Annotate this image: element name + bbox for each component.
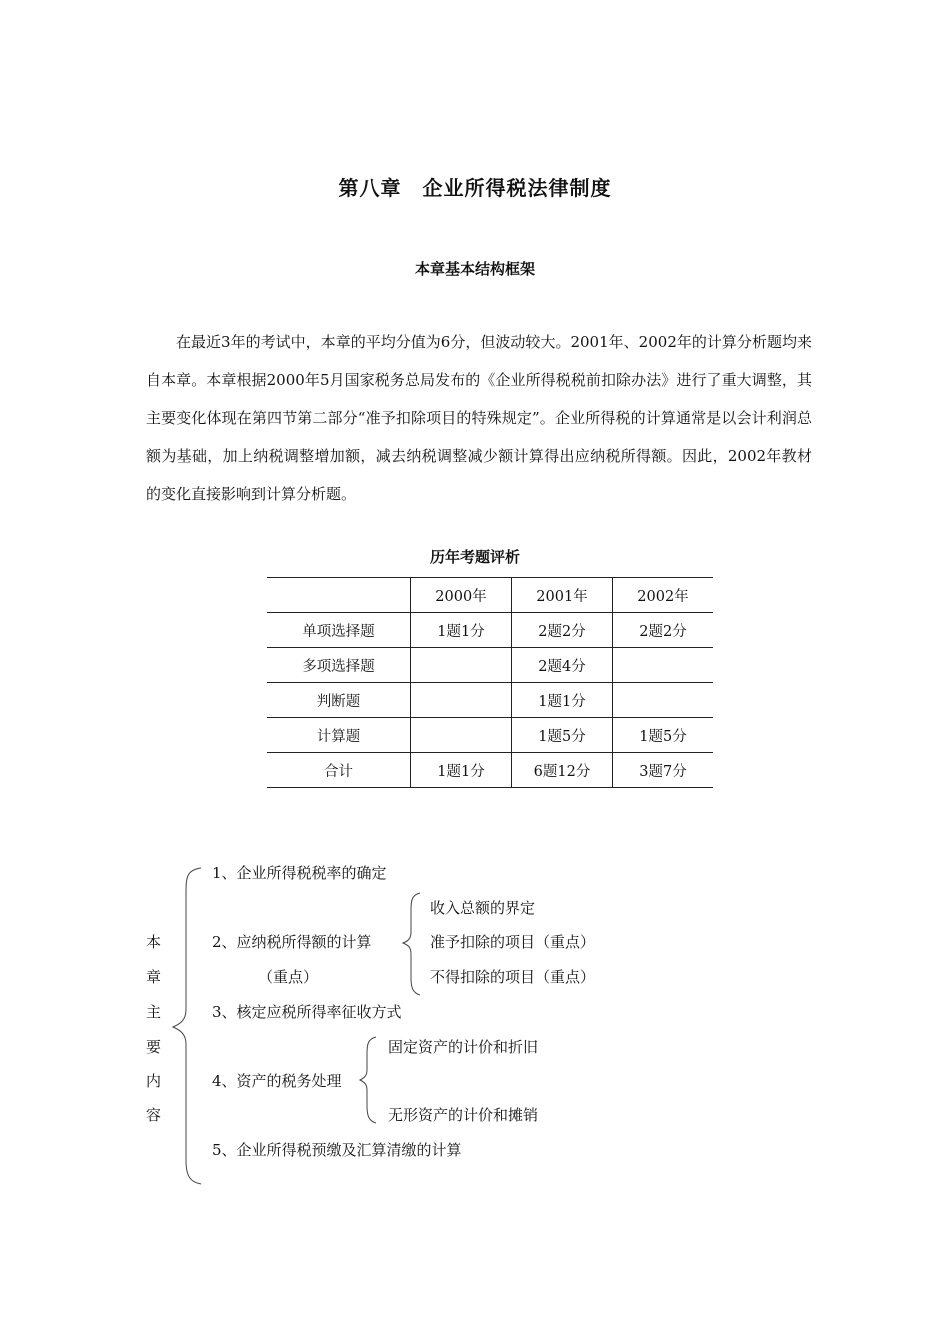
intro-text: 在最近3年的考试中，本章的平均分值为6分，但波动较大。2001年、2002年的计算分析题均来自本章。本章根据2000年5月国家税务总局发布的《企业所得税税前扣除办法》进行了重大调整，其主要变化体现在第四节第二部分“准予扣除项目的特殊规定”。企业所得税的计算通常是以会计利润总额为基础，加上纳税调整增加额，减去纳税调整减少额计算得出应纳税所得额。因此，2002年教材的变化直接影响到计算分析题。 [146, 333, 812, 503]
outline-label-char: 容 [146, 1106, 162, 1124]
outline-item-2-sub: 不得扣除的项目（重点） [430, 968, 596, 986]
item4-brace [360, 1037, 376, 1123]
outline-label-char: 章 [146, 968, 162, 986]
table-cell: 3题7分 [613, 753, 714, 788]
table-cell: 1题5分 [613, 718, 714, 753]
table-cell: 6题12分 [512, 753, 613, 788]
table-header-cell: 2000年 [411, 578, 512, 613]
outline-item-2-sub: 准予扣除的项目（重点） [430, 933, 596, 951]
table-cell: 单项选择题 [267, 613, 411, 648]
table-cell: 合计 [267, 753, 411, 788]
outline-item-2-note: （重点） [258, 968, 319, 986]
outline-label-char: 内 [146, 1072, 162, 1090]
table-cell: 多项选择题 [267, 648, 411, 683]
outline-label-char: 本 [146, 933, 162, 951]
table-cell: 1题1分 [512, 683, 613, 718]
outline-item-5: 5、企业所得税预缴及汇算清缴的计算 [212, 1141, 462, 1159]
table-cell: 2题2分 [613, 613, 714, 648]
outline-label-char: 主 [146, 1003, 162, 1021]
table-cell: 2题4分 [512, 648, 613, 683]
outline-item-4-sub: 无形资产的计价和摊销 [388, 1106, 539, 1124]
outline-item-2-sub: 收入总额的界定 [430, 899, 536, 917]
outline-item-4-sub: 固定资产的计价和折旧 [388, 1038, 539, 1056]
outline-item-3: 3、核定应税所得率征收方式 [212, 1003, 402, 1021]
table-cell: 判断题 [267, 683, 411, 718]
outline-label-char: 要 [146, 1038, 162, 1056]
outline-item-1: 1、企业所得税税率的确定 [212, 864, 387, 882]
chapter-title: 第八章 企业所得税法律制度 [338, 176, 612, 200]
section-title: 本章基本结构框架 [414, 260, 535, 278]
outline-item-4: 4、资产的税务处理 [212, 1072, 342, 1090]
table-cell: 1题5分 [512, 718, 613, 753]
table-cell: 1题1分 [411, 753, 512, 788]
table-cell: 2题2分 [512, 613, 613, 648]
table-header-cell: 2002年 [613, 578, 714, 613]
outline-item-2: 2、应纳税所得额的计算 [212, 933, 372, 951]
main-brace [173, 868, 201, 1184]
exam-table-title: 历年考题评析 [429, 548, 520, 566]
item2-brace [403, 893, 420, 995]
table-cell: 计算题 [267, 718, 411, 753]
table-cell: 1题1分 [411, 613, 512, 648]
table-header-cell: 2001年 [512, 578, 613, 613]
